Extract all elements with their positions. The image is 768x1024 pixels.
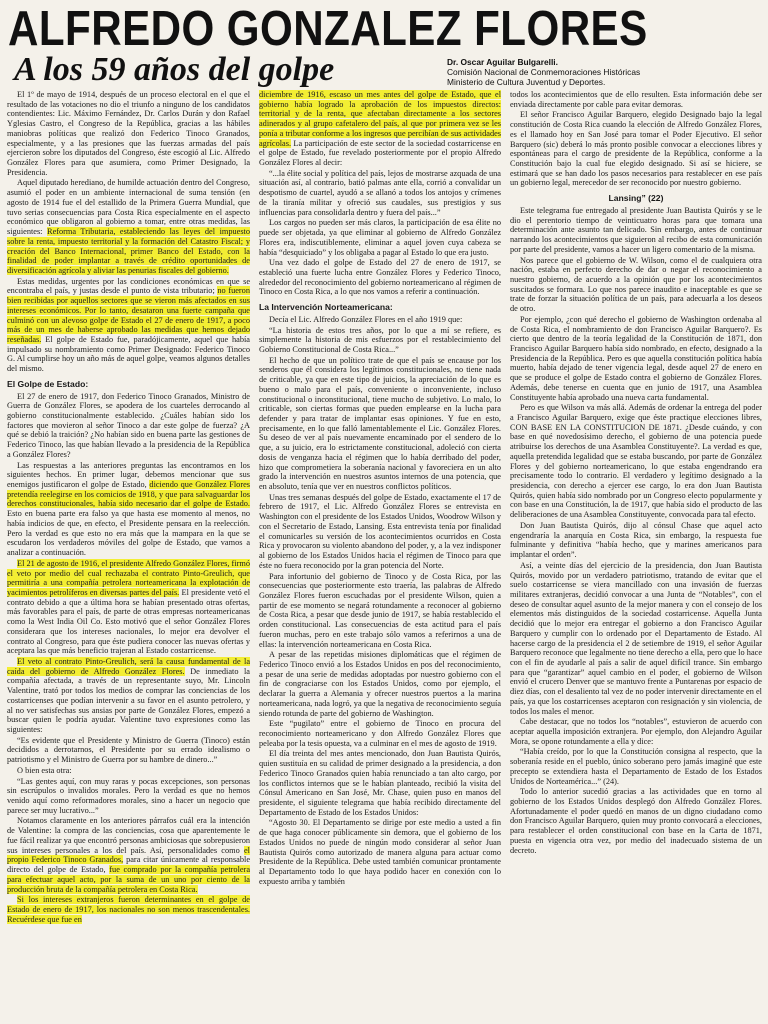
paragraph: A pesar de las repetidas misiones diplomáticas que el régimen de Federico Tinoco envió a los Estados Unidos en pos del reconocimiento, a pesar de una serie de medidas adoptadas por nuestro gobierno con el fin de congraciarse con los Estados Unidos, como por ejemplo, el declarar la guerra a Alemania y ofrecer nuestros puertos a la marina norteamericana, nada logró, ya que la negativa de reconocimiento seguía siendo rotunda de parte del gobierno de Washington. xyxy=(259,650,501,718)
byline xyxy=(447,57,765,87)
text: Esto en buena parte era falso ya que hasta ese momento al menos, no había indicios de que, en efecto, el Presidente pensara en la reelección. Pero la verdad es que esto no era más que la mampara en la que se escudaron los verdaderos móviles del golpe de Estado, que vamos a analizar a continuación. xyxy=(7,509,250,558)
highlighted-text: El 21 de agosto de 1916, el presidente Alfredo González Flores, firmó el veto por medio del cual rechazaba el contrato Pinto-Greulich, que permitiría a una compañía petrolera norteamericana la explotación de yacimientos petrolíferos en diversas partes del país. xyxy=(7,558,250,597)
paragraph: Una vez dado el golpe de Estado del 27 de enero de 1917, se estableció una fuerte lucha entre González Flores y Federico Tinoco, alrededor del reconocimiento del gobierno norteamericano al régimen de Tinoco en Costa Rica, a lo que nos vamos a referir a continuación. xyxy=(259,258,501,297)
paragraph xyxy=(259,90,501,168)
paragraph: Este telegrama fue entregado al presidente Juan Bautista Quirós y se le dio el perentorio tiempo de veinticuatro horas para que tomara una determinación ante asunto tan delicado. Sin embargo, antes de continuar narrando los acontecimientos que siguieron al recibo de esta comunicación por parte del presidente, vamos a hacer un ligero comentario de la misma. xyxy=(510,205,762,254)
paragraph: Los cargos no pueden ser más claros, la participación de esa élite no puede ser objetada, ya que eliminar al gobierno de Alfredo González Flores era, indiscutiblemente, eliminar a aquel joven cuya cabeza se había “desquiciado” y los obligaba a pagar al Estado lo que era justo. xyxy=(259,218,501,257)
paragraph: todos los acontecimientos que de ello resulten. Esta información debe ser enviada directamente por cable para evitar demoras. xyxy=(510,90,762,109)
paragraph: Decía el Lic. Alfredo González Flores en el año 1919 que: xyxy=(269,314,463,324)
quote: “La historia de estos tres años, por lo que a mí se refiere, es simplemente la historia de mis esfuerzos por el restablecimiento del Gobierno Constitucional de Costa Rica...” xyxy=(259,325,501,354)
quote: “Es evidente que el Presidente y Ministro de Guerra (Tinoco) están decididos a derrotarnos, el Presidente por su errado idealismo o patriotismo y el Ministro de Guerra por su hambre de dinero...” xyxy=(7,735,250,765)
text: Aquel diputado herediano, de humilde actuación dentro del Congreso, asumió el poder en un ambiente internacional de suma tensión (en agosto de 1914 fue el del estallido de la Primera Guerra Mundial, que tuvo serias consecuencias para Costa Rica especialmente en el aspecto económico que obligaron al gobierno a tomar, entre otras medidas, las siguientes: xyxy=(7,178,250,237)
section-heading: El Golpe de Estado: xyxy=(7,378,89,389)
paragraph: Pero es que Wilson va más allá. Además de ordenar la entrega del poder a Francisco Aguilar Barquero, exige que éste practique elecciones libres, CON BASE EN LA CONSTITUCION DE 1871. ¿Desde cuándo, y con base en qué novedosísimo derecho, el gobierno de una potencia puede atribuirse los derechos de una Asamblea Constituyente?. La verdad es que, aquella pretendida legalidad que se estaba buscando, por parte de González Flores y del gobierno norteamericano, lo que estaba engendrando era precisamente todo lo contrario. El verdadero y legítimo designado a la presidencia, con derecho a ejercer ese cargo, lo era don Juan Bautista Quirós, quien había sido nombrado por un Congreso electo popularmente y con base en una Constitución, la de 1917, que había sido el producto de las deliberaciones de una Asamblea Constituyente, convocada para tal efecto. xyxy=(510,403,762,520)
paragraph: Para infortunio del gobierno de Tinoco y de Costa Rica, por las consecuencias que posteriormente esto traería, las palabras de Alfredo González Flores fueron escuchadas por el presidente Wilson, quien a partir de ese momento se negará rotundamente a reconocer al gobierno de Costa Rica, a pesar que desde junio de 1917, se había restablecido el orden constitucional. Las consecuencias de esta actitud para el país fueron muchas, pero en este trabajo sólo vamos a referirnos a una de ellas: la intervención norteamericana en Costa Rica. xyxy=(259,571,501,649)
text: Estas medidas, urgentes por las condiciones económicas en que se encontraba el país, y justas desde el punto de vista tributario; xyxy=(7,276,250,296)
paragraph: O bien esta otra: xyxy=(17,765,72,775)
paragraph xyxy=(7,277,250,374)
paragraph xyxy=(7,461,250,558)
paragraph: Cabe destacar, que no todos los “notables”, estuvieron de acuerdo con aceptar aquella imposición extranjera. Por ejemplo, don Alejandro Aguilar Mora, se opone rotundamente a ella y dice: xyxy=(510,717,762,746)
quote: “Agosto 30. El Departamento se dirige por este medio a usted a fin de que haga conocer públicamente sin demora, que el gobierno de los Estados Unidos no puede de ningún modo considerar al señor Juan Bautista Quirós como autorizado de manera alguna para actuar como Presidente de la República. Debe usted también comunicar prontamente al Departamento todo lo que haya podido hacer en conexión con lo expuesto arriba y también xyxy=(259,818,501,886)
subtitle: A los 59 años del golpe xyxy=(14,51,335,88)
paragraph: Este “pugilato” entre el gobierno de Tinoco en procura del reconocimiento norteamericano y don Alfredo González Flores que peleaba por la tesis opuesta, va a culminar en el mes de agosto de 1919. xyxy=(259,719,501,748)
highlighted-text: no fueron bien recibidas por aquellos sectores que se vieron más afectados en sus intereses económicos. Por lo tanto, desataron una fuerte campaña que culminó con un alevoso golpe de Estado el 27 de enero de 1917, a poco más de un mes de haberse aprobado las medidas que hemos dejado reseñadas. xyxy=(7,286,250,344)
paragraph: Don Juan Bautista Quirós, dijo al cónsul Chase que aquel acto engendraría la anarquía en Costa Rica, sin embargo, la respuesta fue fulminante y definitiva “había hecho, que y marines americanos para implantar el orden”. xyxy=(510,520,762,560)
paragraph: Nos parece que el gobierno de W. Wilson, como el de cualquiera otra nación, estaba en perfecto derecho de dar o negar el reconocimiento a nuestro gobierno, de acuerdo a la opinión que por los acontecimientos suscitados se formara. Lo que nos parece inaudito e inaceptable es que se trate de forzar la situación política de un país, para adecuarla a los deseos de otro. xyxy=(510,255,762,314)
paragraph xyxy=(7,895,250,924)
highlighted-text: Si los intereses extranjeros fueron determinantes en el golpe de Estado de enero de 1917, los nacionales no son menos trascendentales. xyxy=(7,895,250,914)
quote: “...la élite social y política del país, lejos de mostrarse azquada de una situación así, al contrario, batió palmas ante ella, corrió a convalidar un despotismo de cuartel, ayudó a se allanó a todos los antojos y crímenes de la tiranía militar y ofreció sus caudales, sus prestigios y sus influencias para consolidarla dentro y fuera del país...” xyxy=(259,168,501,217)
section-heading: La Intervención Norteamericana: xyxy=(259,302,393,313)
headline: ALFREDO GONZALEZ FLORES xyxy=(8,2,648,56)
highlighted-text: diciendo que González Flores pretendía reelegirse en los comicios de 1918, y que para salvaguardar los derechos constitucionales, había sido necesario dar el golpe de Estado. xyxy=(7,480,250,509)
byline-org: Comisión Nacional de Conmemoraciones Históricas xyxy=(447,67,641,77)
highlighted-text: Reforma Tributaria, estableciendo las leyes del impuesto sobre la renta, impuesto territorial y la formación del Catastro Fiscal; y creación del Banco Internacional, primer Banco del Estado, con la finalidad de poder implantar a través de crédito oportunidades de diversificación agrícola y aliviar las penurias fiscales del gobierno. xyxy=(7,227,250,275)
paragraph: El señor Francisco Aguilar Barquero, elegido Designado bajo la legal constitución de Costa Rica cuando la elección de Alfredo González Flores, es el llamado hoy en San José para tomar el Poder Ejecutivo. El señor Barquero (sic) deberá lo más pronto posible convocar a elecciones libres y espontáneas para el cargo de presidente de la República, conforme a la Constitución bajo la cual fue elegido designado. Si así se hiciere, se estimará que se han dado los pasos necesarios para restablecer en ese país un gobierno legal, merecedor de ser reconocido por nuestro gobierno. xyxy=(510,110,762,188)
text: La participación de este sector de la sociedad costarricense en el golpe de Estado, fue revelado posteriormente por el propio Alfredo González Flores al decir: xyxy=(259,138,501,168)
paragraph: El hecho de que un político trate de que el país se encause por los senderos que él considera los legítimos constitucionales, no tiene nada de criticable, ya que en este tipo de juicios, la apreciación de lo que es bueno o malo para el país, conveniente o inconveniente, incluso constitucional o inconstitucional, tiene mucho de subjetivo. Lo malo, lo criticable, son ciertas formas que pueden emplearse en la lucha para defender y para tratar de implantar esas opiniones. Y fue en esto, precisamente, en lo que falló lamentablemente el Lic. González Flores. Su deseo de ver al país nuevamente encaminado por el sendero de lo que, a su juicio, era lo estrictamente constitucional, adoleció con cierta dosis de venganza hacia el régimen que lo había derribado del poder, hizo que comprometiera la soberanía nacional y favoreciera en un alto grado la intervención en nuestros asuntos internos de una potencia, que en absoluto, tenía que ver en nuestros conflictos políticos. xyxy=(259,355,501,492)
highlighted-text: El veto al contrato Pinto-Greulich, será la causa fundamental de la caída del gobierno de Alfredo González Flores. xyxy=(7,656,250,676)
quote: “Había creído, por lo que la Constitución consigna al respecto, que la soberanía reside en el pueblo, único soberano pero jamás imaginé que este precepto se extendiera hasta el Departamento de Estado de los Estados Unidos de Norteamérica...” (24). xyxy=(510,747,762,786)
paragraph: Por ejemplo, ¿con qué derecho el gobierno de Washington ordenaba al de Costa Rica, el nombramiento de don Francisco Aguilar Barquero?. Es cierto que dentro de la teoría legalidad de la Constitución de 1871, don Francisco Aguilar Barquero había sido nombrado, en efecto, designado a la Presidencia de la República. Pero es que aquella constitución política había muerto, había dejado de tener vigencia legal, desde aquel 27 de enero en que se produce el golpe de Estado contra el gobierno de González Flores. Además, debe tenerse en cuenta que en junio de 1917, una Asamblea Constituyente había aprobado una nueva carta fundamental. xyxy=(510,314,762,402)
article-column-1 xyxy=(7,90,250,1018)
paragraph xyxy=(7,816,250,894)
text: Las respuestas a las anteriores preguntas las encontramos en los siguientes hechos. En primer lugar, debemos mencionar que sus enemigos justificaron el golpe de Estado, xyxy=(7,460,250,490)
byline-ministry: Ministerio de Cultura Juventud y Deportes. xyxy=(447,77,606,87)
byline-author: Dr. Oscar Aguilar Bulgarelli. xyxy=(447,57,558,67)
text: El presidente vetó el contrato debido a que a última hora se habían presentado otras ofertas, más favorables para el país, de parte de otras empresas norteamericanas como la West India Oil Co. Esto motivó que el señor González Flores considerara que los intereses nacionales, lo mejor era devolver el contrato al Congreso, para que éste pudiera conocer las nuevas ofertas y aceptara las que más beneficio trajeran al Estado costarricense. xyxy=(7,587,250,656)
highlighted-text: el propio Federico Tinoco Granados, xyxy=(7,845,250,865)
text: De inmediato la compañía afectada, a través de un representante suyo, Mr. Lincoln Valentine, trató por todos los medios de comprar las conciencias de los costarricenses que podían intervenir a su favor en el asunto petrolero, y al no ver satisfechas sus ansias por parte de González Flores, empezó a buscar quien le podría ayudar. Valentine tuvo expresiones como las siguientes: xyxy=(7,666,250,734)
paragraph: El día treinta del mes antes mencionado, don Juan Bautista Quirós, quien sustituía en su calidad de primer designado a la presidencia, a don Federico Tinoco Granados quien había renunciado a tan alto cargo, por los conflictos internos que se le habían planteado, recibió la visita del Cónsul Americano en San José, Mr. Chase, quien puso en manos del presidente, el siguiente telegrama que había recibido directamente del Departamento de Estado de los Estados Unidos: xyxy=(259,749,501,817)
highlighted-text: fue comprado por la compañía petrolera para efectuar aquel acto, por la suma de un uno por ciento de la producción bruta de la compañía petrolera en Costa Rica. xyxy=(7,865,250,894)
article-column-3 xyxy=(510,90,762,1018)
paragraph: El 1º de mayo de 1914, después de un proceso electoral en el que el resultado de las votaciones no dio el triunfo a ninguno de los candidatos contendientes: Lic. Máximo Fernández, Dr. Carlos Durán y don Rafael Yglesias Castro, el Congreso de la República, gracias a las hábiles maniobras políticas que realizó don Federico Tinoco Granados, especialmente, y a las presiones que las fuerzas armadas del país ejercieron sobre los diputados del Congreso, éste escogió al Lic. Alfredo González Flores para que asumiera, como Primer Designado, la Presidencia. xyxy=(7,90,250,177)
paragraph xyxy=(7,559,250,656)
highlighted-text: diciembre de 1916, escaso un mes antes del golpe de Estado, que el gobierno había logrado la aprobación de los impuestos directos: territorial y de la renta, que afectaban directamente a los sectores adinerados y al grupo cafetalero del país, al que por primera vez se les ponía a tributar conforme a los ingresos que percibían de sus actividades agrícolas. xyxy=(259,90,501,148)
paragraph xyxy=(7,178,250,275)
paragraph: El 27 de enero de 1917, don Federico Tinoco Granados, Ministro de Guerra de González Flores, se apodera de los cuarteles derrocando al gobierno constitucionalmente establecido. ¿Cuáles habían sido los factores que movieron al señor Tinoco a dar este golpe de fuerza? ¿A qué se debió la traición? ¿No habían sido en buena parte las gestiones de Federico Tinoco, las que habían llevado a la presidencia de la República a González Flores? xyxy=(7,391,250,459)
highlighted-text: Recuérdese que fue en xyxy=(7,914,82,924)
paragraph: Unas tres semanas después del golpe de Estado, exactamente el 17 de febrero de 1917, el Lic. Alfredo González Flores se entrevista en Washington con el presidente de los Estados Unidos, Woodrow Wilson y con el Secretario de Estado, Lansing. Esta entrevista tenía por finalidad el comunicarles su versión de los acontecimientos ocurridos en Costa Rica y provocaron su violento abandono del poder, y, a la vez indisponer al gobierno de los Estados Unidos hacia el régimen de Tinoco para que éste no fuera reconocido por la gran potencia del Norte. xyxy=(259,492,501,570)
quote: “Las gentes aquí, con muy raras y pocas excepciones, son personas sin escrúpulos o invalidos morales. Pero la verdad es que no hemos venido aquí como reformadores morales, sino a hacer un negocio que parece ser muy lucrativo...” xyxy=(7,776,250,815)
paragraph: Todo lo anterior sucedió gracias a las actividades que en torno al gobierno de los Estados Unidos desplegó don Alfredo González Flores. Afortunadamente el poder quedó en manos de un digno ciudadano como don Francisco Aguilar Barquero, quien muy pronto convocará a elecciones, para restablecer el orden constitucional con base en la Carta de 1871, puesta en vigencia otra vez, por medio del inadecuado sistema de un decreto. xyxy=(510,787,762,855)
paragraph xyxy=(7,657,250,735)
article-column-2 xyxy=(259,90,501,1018)
text: para citar únicamente al responsable directo del golpe de Estado, xyxy=(7,855,250,875)
text: Notamos claramente en los anteriores párrafos cuál era la intención de Valentine: la compra de las conciencias, cosa que aparentemente le fue fácil realizar ya que encontró personas ambiciosas que sobrepusieron sus intereses personales a los del país. Así, personalidades como xyxy=(7,816,250,855)
signature: Lansing” (22) xyxy=(608,193,664,204)
text: El golpe de Estado fue, paradójicamente, aquel que había impulsado su nombramiento como Primer Designado: Federico Tinoco G. Al cumplirse hoy un año más de aquel golpe, veamos algunos detalles del mismo. xyxy=(7,334,250,374)
paragraph: Así, a veinte días del ejercicio de la presidencia, don Juan Bautista Quirós, movido por un verdadero patriotismo, tratando de evitar que el suelo costarricense se viera mancillado con una invasión de fuerzas militares extranjeras, decidió convocar a una Junta de “Notables”, con el deseo de consultar aquel asunto de la mejor manera y con el consejo de los elementos más distinguidos de la sociedad costarricense. Aquella Junta decidió que lo mejor era entregar el gobierno a don Francisco Aguilar Barquero y cumplir con lo ordenado por el Departamento de Estado. Al hacerse cargo de la presidencia el 2 de setiembre de 1919, el señor Aguilar Barquero reconoce que legalmente no tiene derecho a ella, pero que lo hace con el fin de ayudarle al país a salir de aquel difícil trance. Sin embargo para que “garantizar” aquel cambio en el poder, el gobierno de Wilson envió el crucero Denver que se mantuvo frente a Puntarenas por espacio de diez días, con el desaliento tal vez de no poder intervenir directamente en el país, ya que los costarricenses aceptaron con resignación y sin violencia, de todos los males el menor. xyxy=(510,560,762,716)
